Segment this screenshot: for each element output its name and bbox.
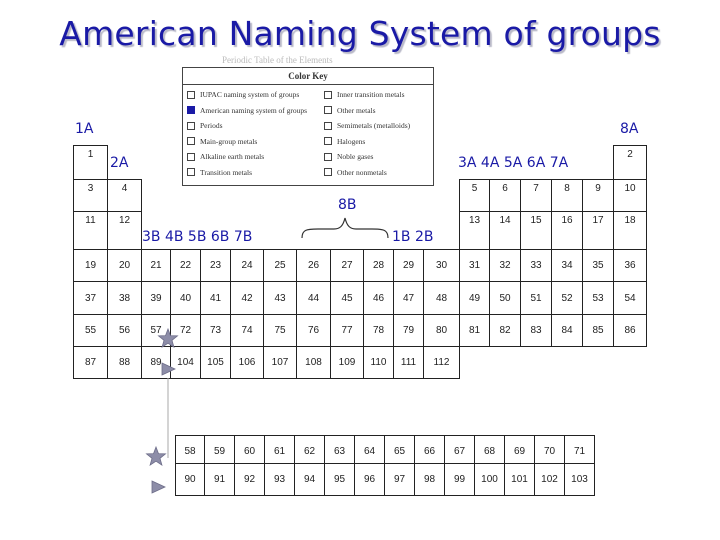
element-cell: 28 [363, 249, 394, 282]
element-cell: 30 [423, 249, 460, 282]
element-cell: 109 [330, 346, 364, 379]
element-cell: 88 [107, 346, 142, 379]
lanthanide-cell: 64 [354, 435, 385, 468]
element-cell: 33 [520, 249, 552, 282]
element-cell: 87 [73, 346, 108, 379]
actinide-cell: 96 [354, 463, 385, 496]
element-cell: 45 [330, 281, 364, 315]
actinide-cell: 95 [324, 463, 355, 496]
lanthanide-cell: 67 [444, 435, 475, 468]
element-cell: 7 [520, 179, 552, 212]
element-cell: 110 [363, 346, 394, 379]
faded-table-heading: Periodic Table of the Elements [222, 55, 333, 65]
element-cell: 47 [393, 281, 424, 315]
element-cell: 27 [330, 249, 364, 282]
element-cell: 82 [489, 314, 521, 347]
element-cell: 73 [200, 314, 231, 347]
element-cell: 57 [141, 314, 171, 347]
lanthanide-cell: 60 [234, 435, 265, 468]
element-cell: 42 [230, 281, 264, 315]
lanthanide-star-icon [159, 329, 178, 347]
page-title: American Naming System of groups [59, 14, 661, 53]
element-cell: 6 [489, 179, 521, 212]
actinide-cell: 90 [175, 463, 205, 496]
element-cell: 108 [296, 346, 331, 379]
element-cell: 49 [459, 281, 490, 315]
element-cell: 4 [107, 179, 142, 212]
element-cell: 111 [393, 346, 424, 379]
color-key-label: Periods [200, 121, 223, 130]
lanthanide-cell: 69 [504, 435, 535, 468]
element-cell: 75 [263, 314, 297, 347]
element-cell: 10 [613, 179, 647, 212]
actinide-cell: 102 [534, 463, 565, 496]
actinide-cell: 103 [564, 463, 595, 496]
element-cell: 34 [551, 249, 583, 282]
actinide-cell: 92 [234, 463, 265, 496]
element-cell: 43 [263, 281, 297, 315]
element-cell: 3 [73, 179, 108, 212]
color-key-label: Halogens [337, 136, 366, 146]
element-cell: 19 [73, 249, 108, 282]
element-cell: 17 [582, 211, 614, 250]
element-cell: 77 [330, 314, 364, 347]
actinide-cell: 100 [474, 463, 505, 496]
color-key-title: Color Key [183, 68, 433, 85]
color-key-label: Semimetals (metalloids) [337, 121, 411, 130]
element-cell: 48 [423, 281, 460, 315]
element-cell: 29 [393, 249, 424, 282]
element-cell: 23 [200, 249, 231, 282]
element-cell: 37 [73, 281, 108, 315]
element-cell: 40 [170, 281, 201, 315]
element-cell: 81 [459, 314, 490, 347]
actinide-cell: 101 [504, 463, 535, 496]
group-label-2a: 2A [110, 155, 129, 171]
element-cell: 32 [489, 249, 521, 282]
element-cell: 106 [230, 346, 264, 379]
element-cell: 36 [613, 249, 647, 282]
element-cell: 14 [489, 211, 521, 250]
element-cell: 21 [141, 249, 171, 282]
lanthanide-cell: 63 [324, 435, 355, 468]
element-cell: 55 [73, 314, 108, 347]
element-cell: 80 [423, 314, 460, 347]
color-key-label: Alkaline earth metals [200, 152, 265, 161]
element-cell: 8 [551, 179, 583, 212]
element-cell: 50 [489, 281, 521, 315]
lanthanide-row-star-icon [147, 447, 166, 465]
element-cell: 105 [200, 346, 231, 379]
actinide-cell: 97 [384, 463, 415, 496]
group-label-3b-7b: 3B 4B 5B 6B 7B [142, 229, 253, 245]
lanthanide-cell: 68 [474, 435, 505, 468]
group-label-1b-2b: 1B 2B [392, 229, 434, 245]
actinide-cell: 91 [204, 463, 235, 496]
color-key-label: Transition metals [200, 167, 253, 177]
element-cell: 26 [296, 249, 331, 282]
element-cell: 1 [73, 145, 108, 180]
lanthanide-cell: 61 [264, 435, 295, 468]
lanthanide-cell: 71 [564, 435, 595, 468]
lanthanide-cell: 62 [294, 435, 325, 468]
element-cell: 39 [141, 281, 171, 315]
lanthanide-cell: 70 [534, 435, 565, 468]
element-cell: 85 [582, 314, 614, 347]
actinide-cell: 98 [414, 463, 445, 496]
group-label-8b: 8B [338, 197, 357, 213]
element-cell: 83 [520, 314, 552, 347]
element-cell: 51 [520, 281, 552, 315]
element-cell: 46 [363, 281, 394, 315]
lanthanide-cell: 58 [175, 435, 205, 468]
element-cell: 72 [170, 314, 201, 347]
lanthanide-cell: 65 [384, 435, 415, 468]
element-cell: 54 [613, 281, 647, 315]
element-cell: 35 [582, 249, 614, 282]
8b-brace [302, 218, 388, 238]
element-cell: 79 [393, 314, 424, 347]
color-key-label: IUPAC naming system of groups [200, 90, 300, 99]
element-cell: 31 [459, 249, 490, 282]
element-cell: 22 [170, 249, 201, 282]
actinide-row-triangle-icon [152, 481, 165, 493]
element-cell: 12 [107, 211, 142, 250]
actinide-cell: 93 [264, 463, 295, 496]
color-key-label: Other metals [337, 105, 376, 115]
element-cell: 89 [141, 346, 171, 379]
element-cell: 15 [520, 211, 552, 250]
element-cell: 76 [296, 314, 331, 347]
element-cell: 5 [459, 179, 490, 212]
element-cell: 9 [582, 179, 614, 212]
actinide-cell: 99 [444, 463, 475, 496]
color-key-label: American naming system of groups [200, 105, 308, 115]
element-cell: 41 [200, 281, 231, 315]
color-key-label: Inner transition metals [337, 90, 405, 99]
element-cell: 53 [582, 281, 614, 315]
color-key-label: Other nonmetals [337, 167, 387, 177]
element-cell: 20 [107, 249, 142, 282]
element-cell: 56 [107, 314, 142, 347]
element-cell: 112 [423, 346, 460, 379]
color-key-label: Noble gases [337, 152, 374, 161]
group-label-1a: 1A [75, 121, 94, 137]
actinide-triangle-icon [162, 363, 175, 375]
color-key-label: Main-group metals [200, 136, 258, 146]
group-label-3a-7a: 3A 4A 5A 6A 7A [458, 155, 569, 171]
element-cell: 2 [613, 145, 647, 180]
lanthanide-cell: 59 [204, 435, 235, 468]
element-cell: 44 [296, 281, 331, 315]
element-cell: 13 [459, 211, 490, 250]
element-cell: 38 [107, 281, 142, 315]
lanthanide-cell: 66 [414, 435, 445, 468]
element-cell: 107 [263, 346, 297, 379]
group-label-8a: 8A [620, 121, 639, 137]
actinide-cell: 94 [294, 463, 325, 496]
element-cell: 74 [230, 314, 264, 347]
element-cell: 52 [551, 281, 583, 315]
element-cell: 24 [230, 249, 264, 282]
element-cell: 78 [363, 314, 394, 347]
element-cell: 84 [551, 314, 583, 347]
element-cell: 16 [551, 211, 583, 250]
element-cell: 25 [263, 249, 297, 282]
element-cell: 11 [73, 211, 108, 250]
element-cell: 104 [170, 346, 201, 379]
element-cell: 86 [613, 314, 647, 347]
element-cell: 18 [613, 211, 647, 250]
